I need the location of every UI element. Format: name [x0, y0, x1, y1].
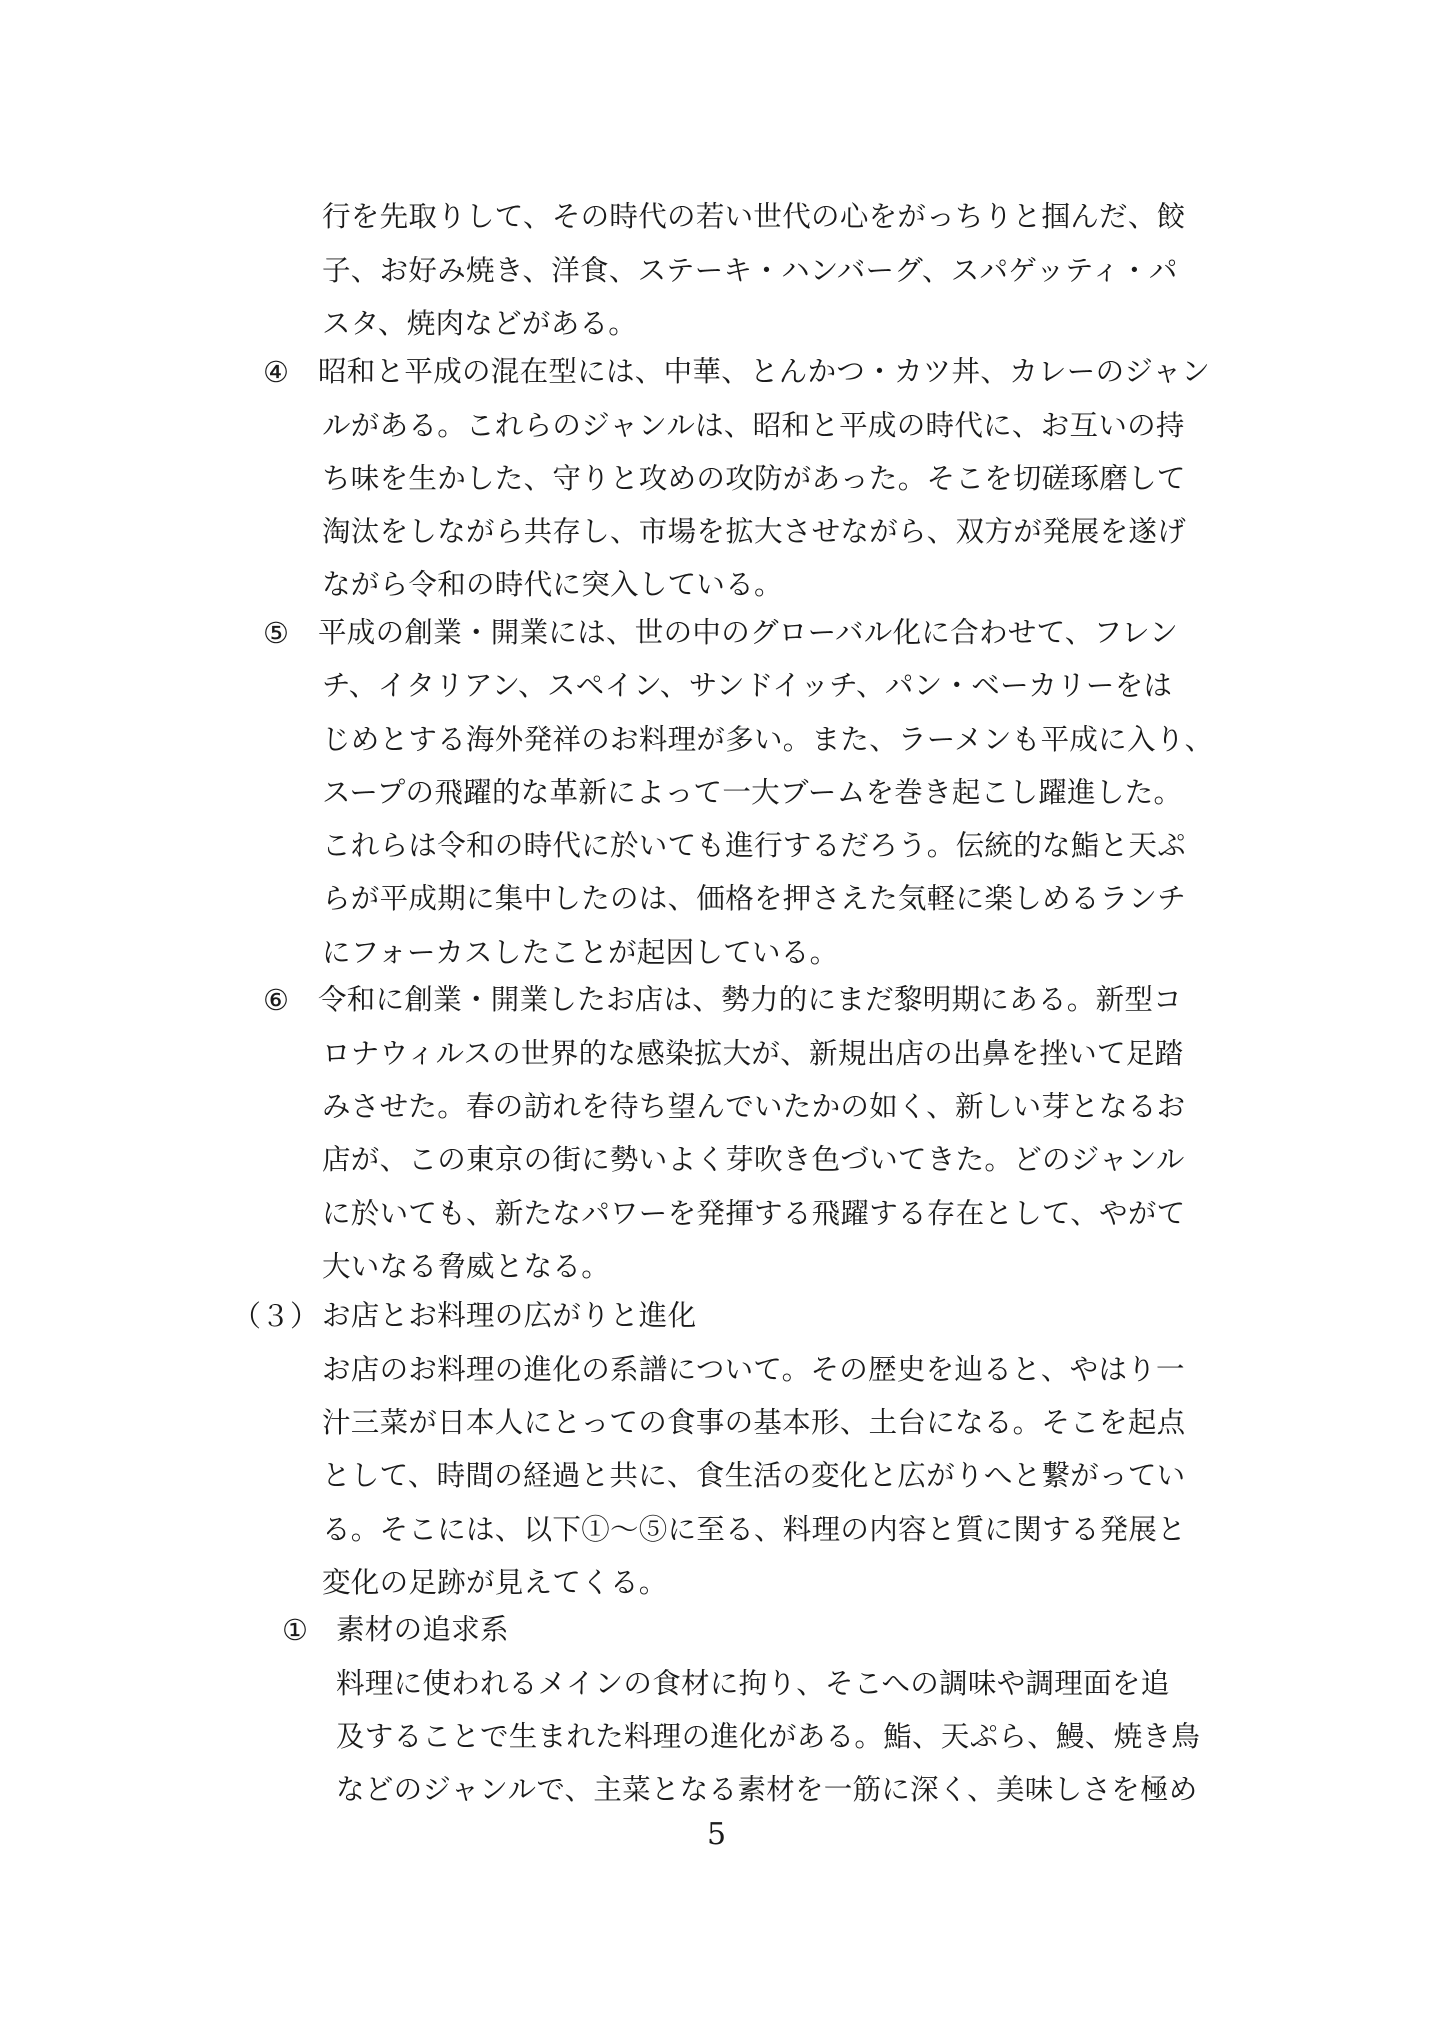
text-line: 大いなる脅威となる。 [322, 1250, 611, 1283]
text-line: スタ、焼肉などがある。 [322, 307, 638, 340]
text-line: じめとする海外発祥のお料理が多い。また、ラーメンも平成に入り、 [322, 723, 1214, 756]
text-line: 昭和と平成の混在型には、中華、とんかつ・カツ丼、カレーのジャン [318, 355, 1211, 388]
text-line: 行を先取りして、その時代の若い世代の心をがっちりと掴んだ、餃 [322, 200, 1186, 233]
item-marker: ⑤ [263, 616, 289, 650]
text-line: ロナウィルスの世界的な感染拡大が、新規出店の出鼻を挫いて足踏 [322, 1037, 1184, 1070]
text-line: 店が、この東京の街に勢いよく芽吹き色づいてきた。どのジャンル [322, 1143, 1185, 1176]
page-number: 5 [706, 1817, 727, 1852]
text-line: 料理に使われるメインの食材に拘り、そこへの調味や調理面を追 [336, 1667, 1170, 1700]
text-line: らが平成期に集中したのは、価格を押さえた気軽に楽しめるランチ [322, 882, 1187, 915]
text-line: チ、イタリアン、スペイン、サンドイッチ、パン・ベーカリーをは [322, 669, 1173, 702]
text-line: 平成の創業・開業には、世の中のグローバル化に合わせて、フレン [318, 616, 1179, 649]
text-line: などのジャンルで、主菜となる素材を一筋に深く、美味しさを極め [336, 1773, 1198, 1806]
text-line: みさせた。春の訪れを待ち望んでいたかの如く、新しい芽となるお [322, 1090, 1186, 1123]
text-line: ながら令和の時代に突入している。 [322, 568, 783, 601]
text-line: る。そこには、以下①～⑤に至る、料理の内容と質に関する発展と [322, 1513, 1187, 1546]
text-line: 子、お好み焼き、洋食、ステーキ・ハンバーグ、スパゲッティ・パ [322, 254, 1178, 287]
text-line: 令和に創業・開業したお店は、勢力的にまだ黎明期にある。新型コ [318, 983, 1183, 1016]
text-line: 汁三菜が日本人にとっての食事の基本形、土台になる。そこを起点 [322, 1406, 1186, 1439]
item-marker: ④ [263, 355, 289, 389]
text-line: スープの飛躍的な革新によって一大ブームを巻き起こし躍進した。 [322, 776, 1183, 809]
text-line: 変化の足跡が見えてくる。 [322, 1566, 668, 1599]
section-heading: お店とお料理の広がりと進化 [322, 1299, 697, 1332]
item-marker: ⑥ [263, 983, 289, 1017]
text-line: 淘汰をしながら共存し、市場を拡大させながら、双方が発展を遂げ [322, 515, 1187, 548]
section-marker: （３） [232, 1299, 320, 1333]
text-line: ルがある。これらのジャンルは、昭和と平成の時代に、お互いの持 [322, 409, 1185, 442]
text-line: 及することで生まれた料理の進化がある。鮨、天ぷら、鰻、焼き鳥 [336, 1720, 1201, 1753]
text-line: ち味を生かした、守りと攻めの攻防があった。そこを切磋琢磨して [322, 462, 1186, 495]
text-line: にフォーカスしたことが起因している。 [322, 936, 839, 969]
text-line: として、時間の経過と共に、食生活の変化と広がりへと繋がってい [322, 1459, 1186, 1492]
text-line: これらは令和の時代に於いても進行するだろう。伝統的な鮨と天ぷ [322, 829, 1187, 862]
text-line: お店のお料理の進化の系譜について。その歴史を辿ると、やはり一 [322, 1353, 1185, 1386]
subsection-heading: 素材の追求系 [336, 1613, 509, 1646]
subsection-marker: ① [282, 1613, 308, 1647]
text-line: に於いても、新たなパワーを発揮する飛躍する存在として、やがて [322, 1197, 1186, 1230]
